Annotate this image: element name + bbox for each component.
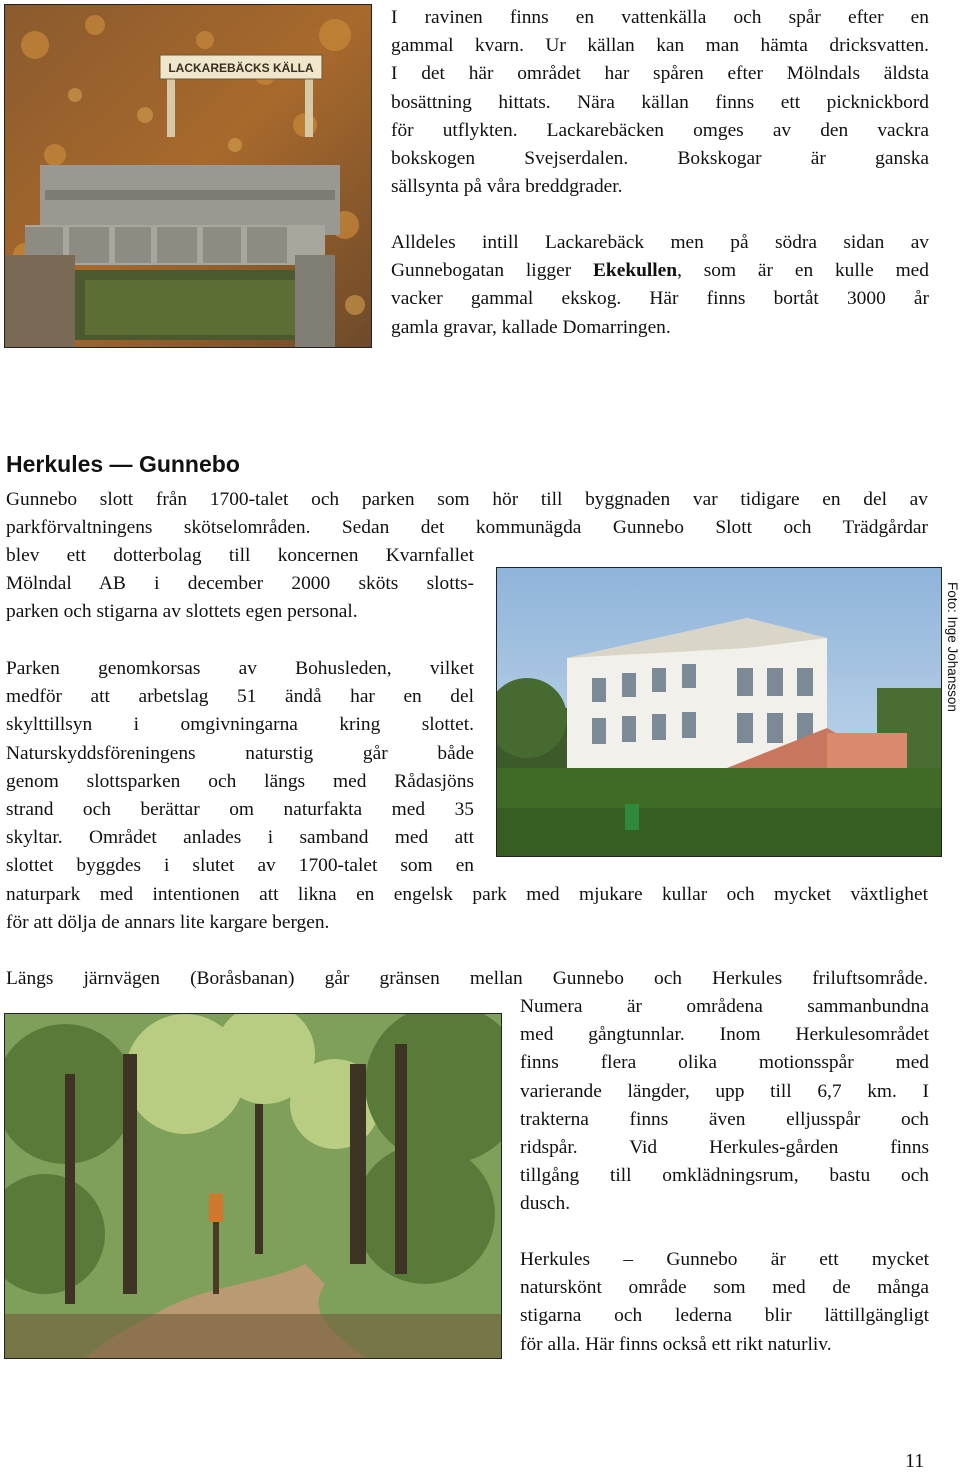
- section-heading: Herkules — Gunnebo: [6, 451, 240, 477]
- bohusleden-paragraph-continued: [6, 881, 928, 937]
- spring-photo: [4, 4, 372, 348]
- text-line: gamla gravar, kallade Domarringen.: [391, 316, 671, 338]
- gunnebo-ownership-paragraph: [6, 542, 474, 627]
- spring-sign-text: LACKAREBÄCKS KÄLLA: [168, 61, 314, 75]
- text-line: Längs järnvägen (Boråsbanan) går gränsen mellan Gunnebo och Herkules friluftsområde.: [6, 968, 928, 989]
- text-line: naturpark med intentionen att likna en engelsk park med mjukare kullar och mycket växtlighet: [6, 884, 928, 905]
- text-line: skylttillsyn i omgivningarna kring slottet.: [6, 714, 474, 736]
- text-line: för att dölja de annars lite kargare bergen.: [6, 912, 330, 934]
- forest-illustration: [5, 1014, 501, 1358]
- bohusleden-paragraph: [6, 655, 474, 881]
- spring-illustration: [5, 5, 371, 347]
- text-line: varierande längder, upp till 6,7 km. I: [520, 1080, 929, 1102]
- text-line: slottet byggdes i slutet av 1700-talet som en: [6, 855, 474, 877]
- text-line: medför att arbetslag 51 ändå har en del: [6, 686, 474, 708]
- text-run: Gunnebogatan ligger: [391, 260, 593, 282]
- ekekullen-paragraph: [391, 229, 929, 342]
- text-line: Naturskyddsföreningens naturstig går både: [6, 742, 474, 764]
- text-line: finns flera olika motionsspår med: [520, 1052, 929, 1074]
- text-line: strand och berättar om naturfakta med 35: [6, 798, 474, 820]
- text-line: I det här området har spåren efter Mölndals äldsta: [391, 63, 929, 85]
- text-line: trakterna finns även elljusspår och: [520, 1108, 929, 1130]
- text-line: Numera är områdena sammanbundna: [520, 996, 929, 1017]
- text-line: parken och stigarna av slottets egen personal.: [6, 601, 358, 623]
- text-line: gammal kvarn. Ur källan kan man hämta dricksvatten.: [391, 35, 929, 57]
- boraasbanan-line: [6, 965, 928, 993]
- text-line: med gångtunnlar. Inom Herkulesområdet: [520, 1024, 929, 1046]
- text-line: Parken genomkorsas av Bohusleden, vilket: [6, 658, 474, 679]
- text-line: tillgång till omklädningsrum, bastu och: [520, 1165, 929, 1187]
- text-line: genom slottsparken och längs med Rådasjöns: [6, 770, 474, 792]
- text-line: Mölndal AB i december 2000 sköts slotts-: [6, 573, 474, 595]
- text-line: naturskönt område som med de många: [520, 1277, 929, 1299]
- text-line: ridspår. Vid Herkules-gården finns: [520, 1136, 929, 1158]
- text-line: dusch.: [520, 1193, 571, 1215]
- photo-credit: Foto: Inge Johansson: [945, 582, 960, 712]
- text-line: skyltar. Området anlades i samband med att: [6, 827, 474, 849]
- text-line: för utflykten. Lackarebäcken omges av den vackra: [391, 119, 929, 141]
- text-line: [391, 257, 929, 285]
- castle-illustration: [497, 568, 941, 856]
- forest-path-photo: [4, 1013, 502, 1359]
- text-line: bosättning hittats. Nära källan finns ett picknickbord: [391, 91, 929, 113]
- herkules-summary-paragraph: [520, 1246, 929, 1359]
- text-line: parkförvaltningens skötselområden. Sedan det kommunägda Gunnebo Slott och Trädgårdar: [6, 517, 928, 539]
- text-line: sällsynta på våra breddgrader.: [391, 176, 623, 198]
- text-line: Gunnebo slott från 1700-talet och parken som hör till byggnaden var tidigare en del av: [6, 489, 928, 510]
- text-line: I ravinen finns en vattenkälla och spår efter en: [391, 7, 929, 28]
- text-line: för alla. Här finns också ett rikt naturliv.: [520, 1333, 832, 1355]
- text-line: Alldeles intill Lackarebäck men på södra sidan av: [391, 232, 929, 253]
- page-number: 11: [905, 1450, 925, 1472]
- spring-paragraph: [391, 4, 929, 201]
- text-line: vacker gammal ekskog. Här finns bortåt 3000 år: [391, 288, 929, 310]
- castle-photo: [496, 567, 942, 857]
- text-line: bokskogen Svejserdalen. Bokskogar är ganska: [391, 147, 929, 169]
- herkules-paragraph: [520, 993, 929, 1219]
- text-line: stigarna och lederna blir lättillgängligt: [520, 1305, 929, 1327]
- text-run: , som är en kulle med: [677, 260, 929, 282]
- ekekullen-bold: Ekekullen: [593, 260, 678, 282]
- text-line: blev ett dotterbolag till koncernen Kvarnfallet: [6, 545, 474, 566]
- gunnebo-intro-paragraph: [6, 486, 928, 542]
- text-line: Herkules – Gunnebo är ett mycket: [520, 1249, 929, 1270]
